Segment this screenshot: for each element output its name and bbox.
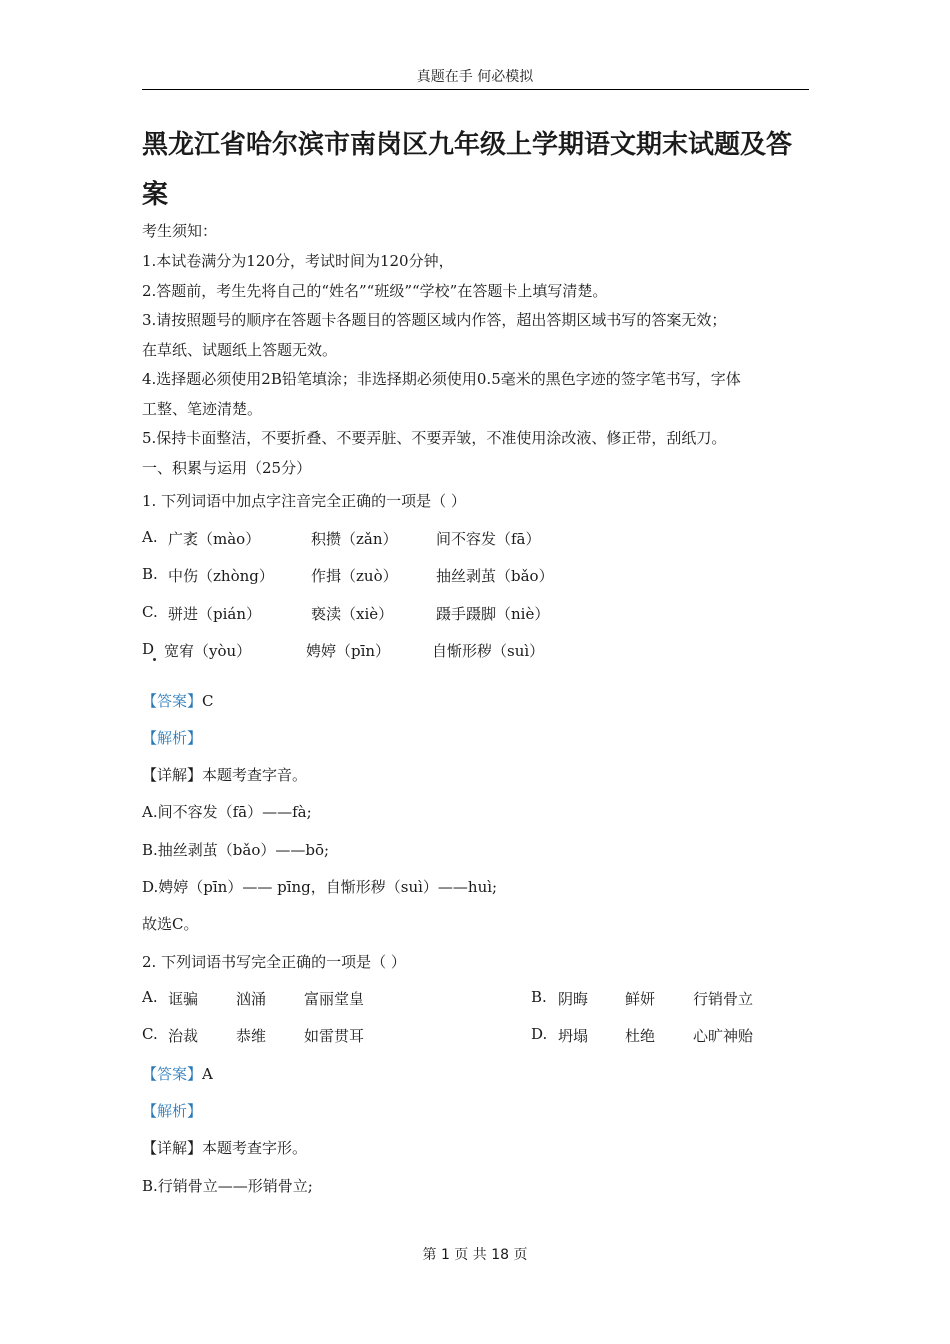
q2-option-word: 治裁 [168, 1027, 199, 1045]
q2-option-word: 诓骗 [168, 990, 199, 1008]
explanation-line: D.娉婷（pīn）—— pīng，自惭形秽（suì）——huì; [142, 878, 498, 896]
notice-item: 2.答题前，考生先将自己的“姓名”“班级”“学校”在答题卡上填写清楚。 [142, 282, 608, 300]
notice-heading: 考生须知： [142, 222, 218, 240]
q1-option-word: 娉婷（pīn） [306, 642, 391, 660]
q2-option-word: 鲜妍 [625, 990, 656, 1008]
page-header-slogan: 真题在手 何必模拟 [416, 69, 534, 85]
document-title-line2: 案 [142, 180, 169, 210]
explanation-line: A.间不容发（fā）——fà; [142, 803, 312, 821]
q1-option-word: 亵渎（xiè） [311, 605, 394, 623]
q2-option-word: 杜绝 [625, 1027, 656, 1045]
q2-option-word: 恭维 [236, 1027, 267, 1045]
q1-option-label: A. [142, 528, 158, 546]
q1-option-word: 自惭形秽（suì） [432, 642, 545, 660]
q1-option-word: 作揖（zuò） [311, 567, 398, 585]
document-title-line1: 黑龙江省哈尔滨市南岗区九年级上学期语文期末试题及答 [142, 130, 793, 160]
q1-option-word: 骈进（pián） [168, 605, 262, 623]
page-number: 第 1 页 共 18 页 [422, 1247, 528, 1263]
answer-value: C [202, 692, 214, 710]
q1-option-word: 积攒（zǎn） [311, 530, 398, 548]
explanation-line: 故选C。 [142, 915, 199, 933]
detail-line: 【详解】本题考查字音。 [142, 766, 308, 784]
q1-option-word: 蹑手蹑脚（niè） [436, 605, 550, 623]
q2-option-label: D. [531, 1025, 548, 1043]
answer-tag: 【答案】 [142, 692, 203, 710]
analysis-tag: 【解析】 [142, 1102, 203, 1120]
q2-option-word: 阴晦 [558, 990, 589, 1008]
q2-option-label: C. [142, 1025, 158, 1043]
explanation-line: B.行销骨立——形销骨立; [142, 1177, 313, 1195]
question-1-stem: 1. 下列词语中加点字注音完全正确的一项是（ ） [142, 492, 466, 510]
q1-option-label: B. [142, 565, 158, 583]
q2-option-word: 富丽堂皇 [304, 990, 365, 1008]
q2-option-word: 如雷贯耳 [304, 1027, 365, 1045]
explanation-line: B.抽丝剥茧（bǎo）——bō; [142, 841, 330, 859]
q1-option-word: 广袤（mào） [168, 530, 261, 548]
q2-option-label: A. [142, 988, 158, 1006]
notice-item: 1.本试卷满分为120分，考试时间为120分钟， [142, 252, 454, 270]
question-2-stem: 2. 下列词语书写完全正确的一项是（ ） [142, 953, 406, 971]
answer-tag: 【答案】 [142, 1065, 203, 1083]
notice-item: 5.保持卡面整洁，不要折叠、不要弄脏、不要弄皱，不准使用涂改液、修正带，刮纸刀。 [142, 429, 727, 447]
notice-item: 在草纸、试题纸上答题无效。 [142, 341, 338, 359]
q1-option-word: 间不容发（fā） [436, 530, 541, 548]
answer-value: A [202, 1065, 213, 1083]
q1-answer-line [142, 690, 214, 711]
q1-option-word: 抽丝剥茧（bǎo） [436, 567, 554, 585]
notice-item: 4.选择题必须使用2B铅笔填涂；非选择期必须使用0.5毫米的黑色字迹的签字笔书写，字体 [142, 370, 741, 388]
section-heading: 一、积累与运用（25分） [142, 459, 312, 477]
q1-option-label: D [142, 640, 155, 658]
emphasis-dot [153, 658, 156, 661]
q2-option-word: 坍塌 [558, 1027, 589, 1045]
q2-option-word: 心旷神贻 [693, 1027, 754, 1045]
analysis-tag: 【解析】 [142, 729, 203, 747]
q2-option-word: 汹涌 [236, 990, 267, 1008]
q2-option-label: B. [531, 988, 547, 1006]
notice-item: 3.请按照题号的顺序在答题卡各题目的答题区域内作答，超出答期区域书写的答案无效； [142, 311, 727, 329]
q1-option-word: 宽宥（yòu） [164, 642, 252, 660]
q1-option-label: C. [142, 603, 158, 621]
notice-item: 工整、笔迹清楚。 [142, 400, 263, 418]
detail-line: 【详解】本题考查字形。 [142, 1139, 308, 1157]
q2-option-word: 行销骨立 [693, 990, 754, 1008]
q2-answer-line [142, 1063, 213, 1084]
q1-option-word: 中伤（zhòng） [168, 567, 274, 585]
header-divider [142, 89, 809, 90]
